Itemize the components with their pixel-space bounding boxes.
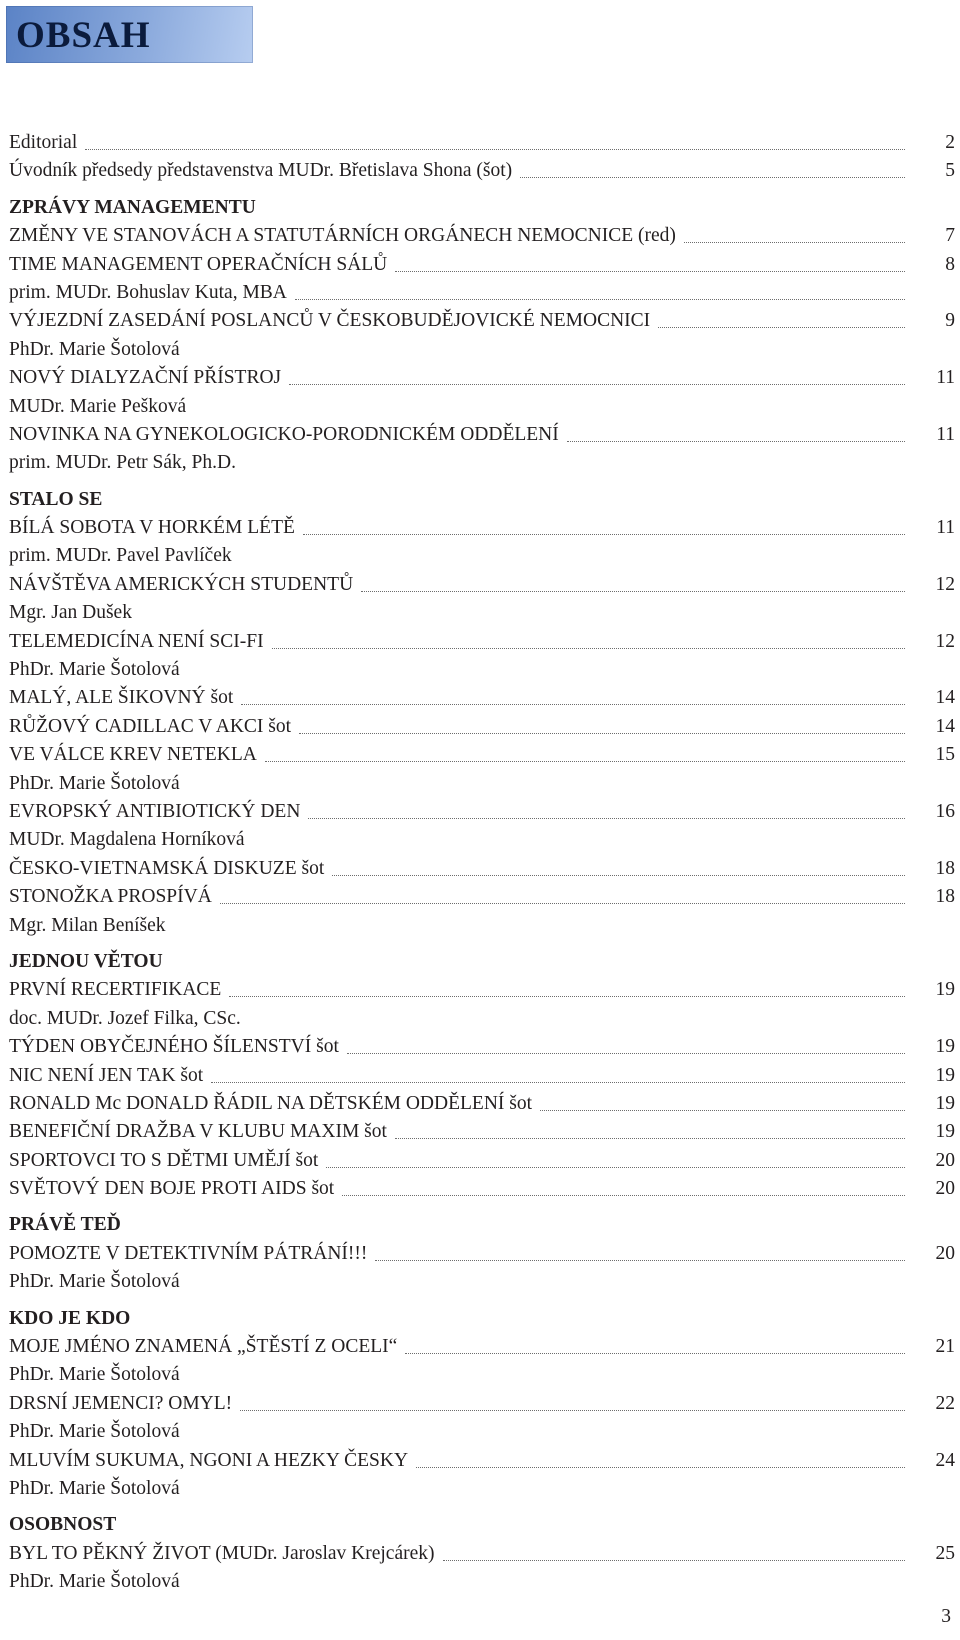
table-of-contents (9, 129, 955, 1597)
section-title: STALO SE (9, 488, 103, 510)
title-banner (6, 6, 253, 63)
entry-page-number: 20 (935, 1242, 955, 1264)
dot-leader (211, 1081, 905, 1083)
toc-entry (9, 251, 955, 279)
toc-entry (9, 1447, 955, 1475)
entry-page-number: 11 (936, 517, 955, 539)
dot-leader (229, 995, 905, 997)
entry-page-number: 25 (935, 1542, 955, 1564)
entry-title: SVĚTOVÝ DEN BOJE PROTI AIDS šot (9, 1178, 335, 1200)
dot-leader (332, 874, 905, 876)
section-title: KDO JE KDO (9, 1307, 131, 1329)
dot-leader (326, 1166, 905, 1168)
entry-page-number: 5 (945, 160, 955, 182)
dot-leader (405, 1352, 905, 1354)
toc-author (9, 449, 955, 477)
entry-page-number: 19 (935, 1064, 955, 1086)
entry-title: NOVÝ DIALYZAČNÍ PŘÍSTROJ (9, 367, 282, 389)
entry-page-number: 12 (935, 573, 955, 595)
toc-entry (9, 1090, 955, 1118)
dot-leader (416, 1466, 905, 1468)
toc-entry (9, 129, 955, 157)
entry-title: MLUVÍM SUKUMA, NGONI A HEZKY ČESKY (9, 1449, 409, 1471)
section-title: OSOBNOST (9, 1514, 117, 1536)
entry-page-number: 19 (935, 1121, 955, 1143)
toc-author (9, 1268, 955, 1296)
toc-entry (9, 514, 955, 542)
entry-page-number: 24 (935, 1449, 955, 1471)
author-name: PhDr. Marie Šotolová (9, 1271, 180, 1293)
toc-entry (9, 1118, 955, 1146)
toc-entry (9, 976, 955, 1004)
entry-page-number: 9 (945, 310, 955, 332)
entry-title: Editorial (9, 132, 78, 153)
toc-entry (9, 883, 955, 911)
toc-entry (9, 157, 955, 185)
dot-leader (684, 241, 905, 243)
entry-page-number: 14 (935, 687, 955, 709)
entry-page-number: 14 (935, 715, 955, 737)
section-title: ZPRÁVY MANAGEMENTU (9, 196, 256, 218)
author-name: doc. MUDr. Jozef Filka, CSc. (9, 1007, 241, 1029)
toc-entry (9, 1540, 955, 1568)
entry-title: TÝDEN OBYČEJNÉHO ŠÍLENSTVÍ šot (9, 1036, 339, 1058)
author-name: PhDr. Marie Šotolová (9, 1571, 180, 1593)
entry-title: PRVNÍ RECERTIFIKACE (9, 979, 222, 1001)
entry-page-number: 2 (945, 132, 955, 153)
author-name: MUDr. Marie Pešková (9, 395, 187, 417)
page-number: 3 (941, 1606, 951, 1627)
toc-section-heading (9, 1511, 955, 1539)
toc-entry (9, 1390, 955, 1418)
entry-title: SPORTOVCI TO S DĚTMI UMĚJÍ šot (9, 1149, 319, 1171)
toc-entry (9, 1175, 955, 1203)
dot-leader (540, 1109, 905, 1111)
dot-leader (658, 326, 905, 328)
entry-title: MALÝ, ALE ŠIKOVNÝ šot (9, 687, 234, 709)
toc-entry (9, 222, 955, 250)
toc-entry (9, 1333, 955, 1361)
toc-author (9, 1361, 955, 1389)
author-name: PhDr. Marie Šotolová (9, 772, 180, 794)
toc-entry (9, 1033, 955, 1061)
entry-title: DRSNÍ JEMENCI? OMYL! (9, 1392, 233, 1414)
toc-author (9, 770, 955, 798)
toc-author (9, 393, 955, 421)
author-name: PhDr. Marie Šotolová (9, 338, 180, 360)
dot-leader (395, 270, 905, 272)
dot-leader (347, 1052, 905, 1054)
entry-page-number: 19 (935, 979, 955, 1001)
entry-page-number: 21 (935, 1336, 955, 1358)
entry-page-number: 16 (935, 800, 955, 822)
dot-leader (265, 760, 905, 762)
dot-leader (272, 647, 905, 649)
section-title: JEDNOU VĚTOU (9, 950, 163, 972)
dot-leader (375, 1259, 905, 1261)
toc-author (9, 826, 955, 854)
entry-page-number: 15 (935, 744, 955, 766)
dot-leader (299, 732, 905, 734)
toc-author (9, 1418, 955, 1446)
entry-title: NOVINKA NA GYNEKOLOGICKO-PORODNICKÉM ODDĚLENÍ (9, 423, 559, 445)
toc-author (9, 599, 955, 627)
entry-page-number: 8 (945, 253, 955, 275)
toc-author (9, 1568, 955, 1596)
author-name: prim. MUDr. Petr Sák, Ph.D. (9, 452, 236, 474)
author-name: MUDr. Magdalena Horníková (9, 829, 245, 851)
toc-author (9, 912, 955, 940)
entry-title: BENEFIČNÍ DRAŽBA V KLUBU MAXIM šot (9, 1121, 387, 1143)
toc-entry (9, 307, 955, 335)
entry-title: MOJE JMÉNO ZNAMENÁ „ŠTĚSTÍ Z OCELI“ (9, 1336, 398, 1358)
entry-title: POMOZTE V DETEKTIVNÍM PÁTRÁNÍ!!! (9, 1242, 368, 1264)
toc-entry (9, 1062, 955, 1090)
entry-title: NIC NENÍ JEN TAK šot (9, 1064, 204, 1086)
author-name: prim. MUDr. Pavel Pavlíček (9, 545, 232, 567)
dot-leader (361, 590, 905, 592)
entry-title: TELEMEDICÍNA NENÍ SCI-FI (9, 630, 264, 652)
entry-title: prim. MUDr. Bohuslav Kuta, MBA (9, 281, 287, 303)
author-name: PhDr. Marie Šotolová (9, 659, 180, 681)
toc-entry (9, 279, 955, 307)
dot-leader (520, 176, 905, 178)
entry-page-number: 11 (936, 367, 955, 389)
toc-entry (9, 364, 955, 392)
toc-section-heading (9, 194, 955, 222)
entry-title: STONOŽKA PROSPÍVÁ (9, 886, 212, 908)
dot-leader (85, 148, 905, 150)
dot-leader (289, 383, 905, 385)
entry-title: EVROPSKÝ ANTIBIOTICKÝ DEN (9, 800, 301, 822)
dot-leader (443, 1559, 906, 1561)
toc-entry (9, 1240, 955, 1268)
dot-leader (342, 1194, 905, 1196)
entry-title: VÝJEZDNÍ ZASEDÁNÍ POSLANCŮ V ČESKOBUDĚJOVICKÉ NEMOCNICI (9, 310, 651, 332)
toc-author (9, 1005, 955, 1033)
dot-leader (220, 902, 905, 904)
entry-page-number: 19 (935, 1092, 955, 1114)
entry-title: NÁVŠTĚVA AMERICKÝCH STUDENTŮ (9, 573, 354, 595)
page-title: OBSAH (16, 15, 151, 56)
entry-title: VE VÁLCE KREV NETEKLA (9, 744, 257, 766)
entry-title: RŮŽOVÝ CADILLAC V AKCI šot (9, 715, 292, 737)
author-name: PhDr. Marie Šotolová (9, 1364, 180, 1386)
toc-author (9, 542, 955, 570)
author-name: PhDr. Marie Šotolová (9, 1477, 180, 1499)
toc-section-heading (9, 486, 955, 514)
toc-entry (9, 741, 955, 769)
entry-title: ZMĚNY VE STANOVÁCH A STATUTÁRNÍCH ORGÁNECH NEMOCNICE (red) (9, 225, 676, 247)
toc-entry (9, 628, 955, 656)
toc-author (9, 336, 955, 364)
toc-author (9, 1475, 955, 1503)
toc-entry (9, 1147, 955, 1175)
entry-page-number: 20 (935, 1178, 955, 1200)
dot-leader (240, 1409, 905, 1411)
entry-title: RONALD Mc DONALD ŘÁDIL NA DĚTSKÉM ODDĚLENÍ šot (9, 1092, 533, 1114)
author-name: Mgr. Jan Dušek (9, 602, 132, 624)
dot-leader (308, 817, 905, 819)
author-name: Mgr. Milan Beníšek (9, 914, 166, 936)
dot-leader (567, 440, 905, 442)
entry-page-number: 12 (935, 630, 955, 652)
entry-page-number: 18 (935, 857, 955, 879)
entry-page-number: 20 (935, 1149, 955, 1171)
toc-entry (9, 571, 955, 599)
toc-entry (9, 798, 955, 826)
entry-page-number: 18 (935, 886, 955, 908)
dot-leader (303, 533, 905, 535)
toc-entry (9, 855, 955, 883)
entry-page-number: 19 (935, 1036, 955, 1058)
entry-title: BÍLÁ SOBOTA V HORKÉM LÉTĚ (9, 517, 295, 539)
entry-page-number: 7 (945, 225, 955, 247)
author-name: PhDr. Marie Šotolová (9, 1421, 180, 1443)
dot-leader (295, 298, 905, 300)
toc-entry (9, 421, 955, 449)
section-title: PRÁVĚ TEĎ (9, 1214, 121, 1236)
entry-page-number: 11 (936, 423, 955, 445)
toc-entry (9, 684, 955, 712)
entry-title: ČESKO-VIETNAMSKÁ DISKUZE šot (9, 857, 325, 879)
toc-section-heading (9, 1305, 955, 1333)
dot-leader (395, 1137, 905, 1139)
toc-entry (9, 713, 955, 741)
toc-section-heading (9, 1211, 955, 1239)
entry-title: Úvodník předsedy představenstva MUDr. Břetislava Shona (šot) (9, 160, 513, 182)
dot-leader (241, 703, 905, 705)
toc-section-heading (9, 948, 955, 976)
entry-title: TIME MANAGEMENT OPERAČNÍCH SÁLŮ (9, 253, 388, 275)
toc-author (9, 656, 955, 684)
entry-title: BYL TO PĚKNÝ ŽIVOT (MUDr. Jaroslav Krejcárek) (9, 1542, 435, 1564)
entry-page-number: 22 (935, 1392, 955, 1414)
